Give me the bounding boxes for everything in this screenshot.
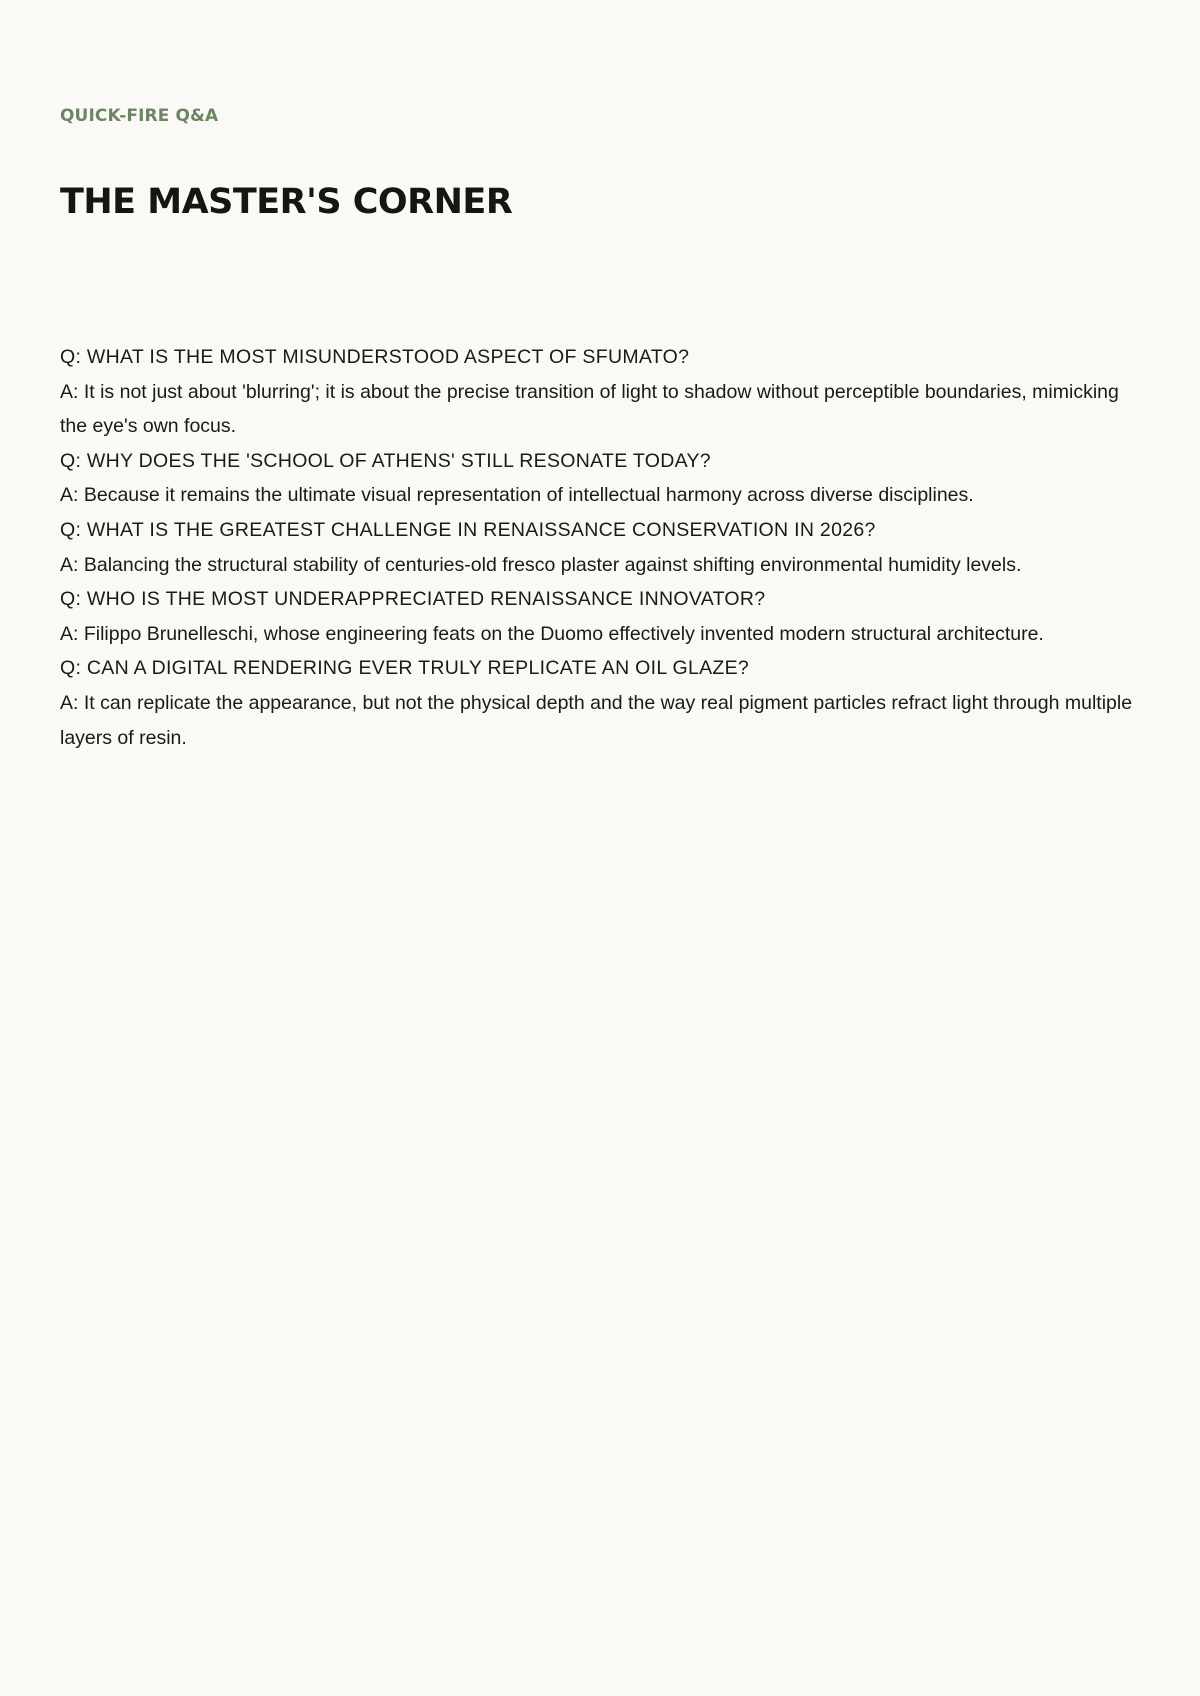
qa-list <box>60 340 1140 755</box>
answer-4: A: Filippo Brunelleschi, whose engineering feats on the Duomo effectively invented modern structural architecture. <box>60 622 1044 645</box>
answer-5: A: It can replicate the appearance, but not the physical depth and the way real pigment particles refract light through multiple layers of resin. <box>60 691 1133 749</box>
answer-3: A: Balancing the structural stability of centuries-old fresco plaster against shifting environmental humidity levels. <box>60 553 1022 576</box>
question-3: Q: WHAT IS THE GREATEST CHALLENGE IN RENAISSANCE CONSERVATION IN 2026? <box>60 518 876 541</box>
question-2: Q: WHY DOES THE 'SCHOOL OF ATHENS' STILL RESONATE TODAY? <box>60 449 711 472</box>
question-5: Q: CAN A DIGITAL RENDERING EVER TRULY REPLICATE AN OIL GLAZE? <box>60 657 750 680</box>
question-1: Q: WHAT IS THE MOST MISUNDERSTOOD ASPECT OF SFUMATO? <box>60 346 690 368</box>
answer-1: A: It is not just about 'blurring'; it is about the precise transition of light to shadow without perceptible boundaries, mimicking the eye's own focus. <box>60 380 1119 438</box>
answer-2: A: Because it remains the ultimate visual representation of intellectual harmony across diverse disciplines. <box>60 484 974 507</box>
question-4: Q: WHO IS THE MOST UNDERAPPRECIATED RENAISSANCE INNOVATOR? <box>60 588 766 611</box>
page-title: THE MASTER'S CORNER <box>60 182 513 222</box>
section-kicker: QUICK-FIRE Q&A <box>60 106 219 126</box>
